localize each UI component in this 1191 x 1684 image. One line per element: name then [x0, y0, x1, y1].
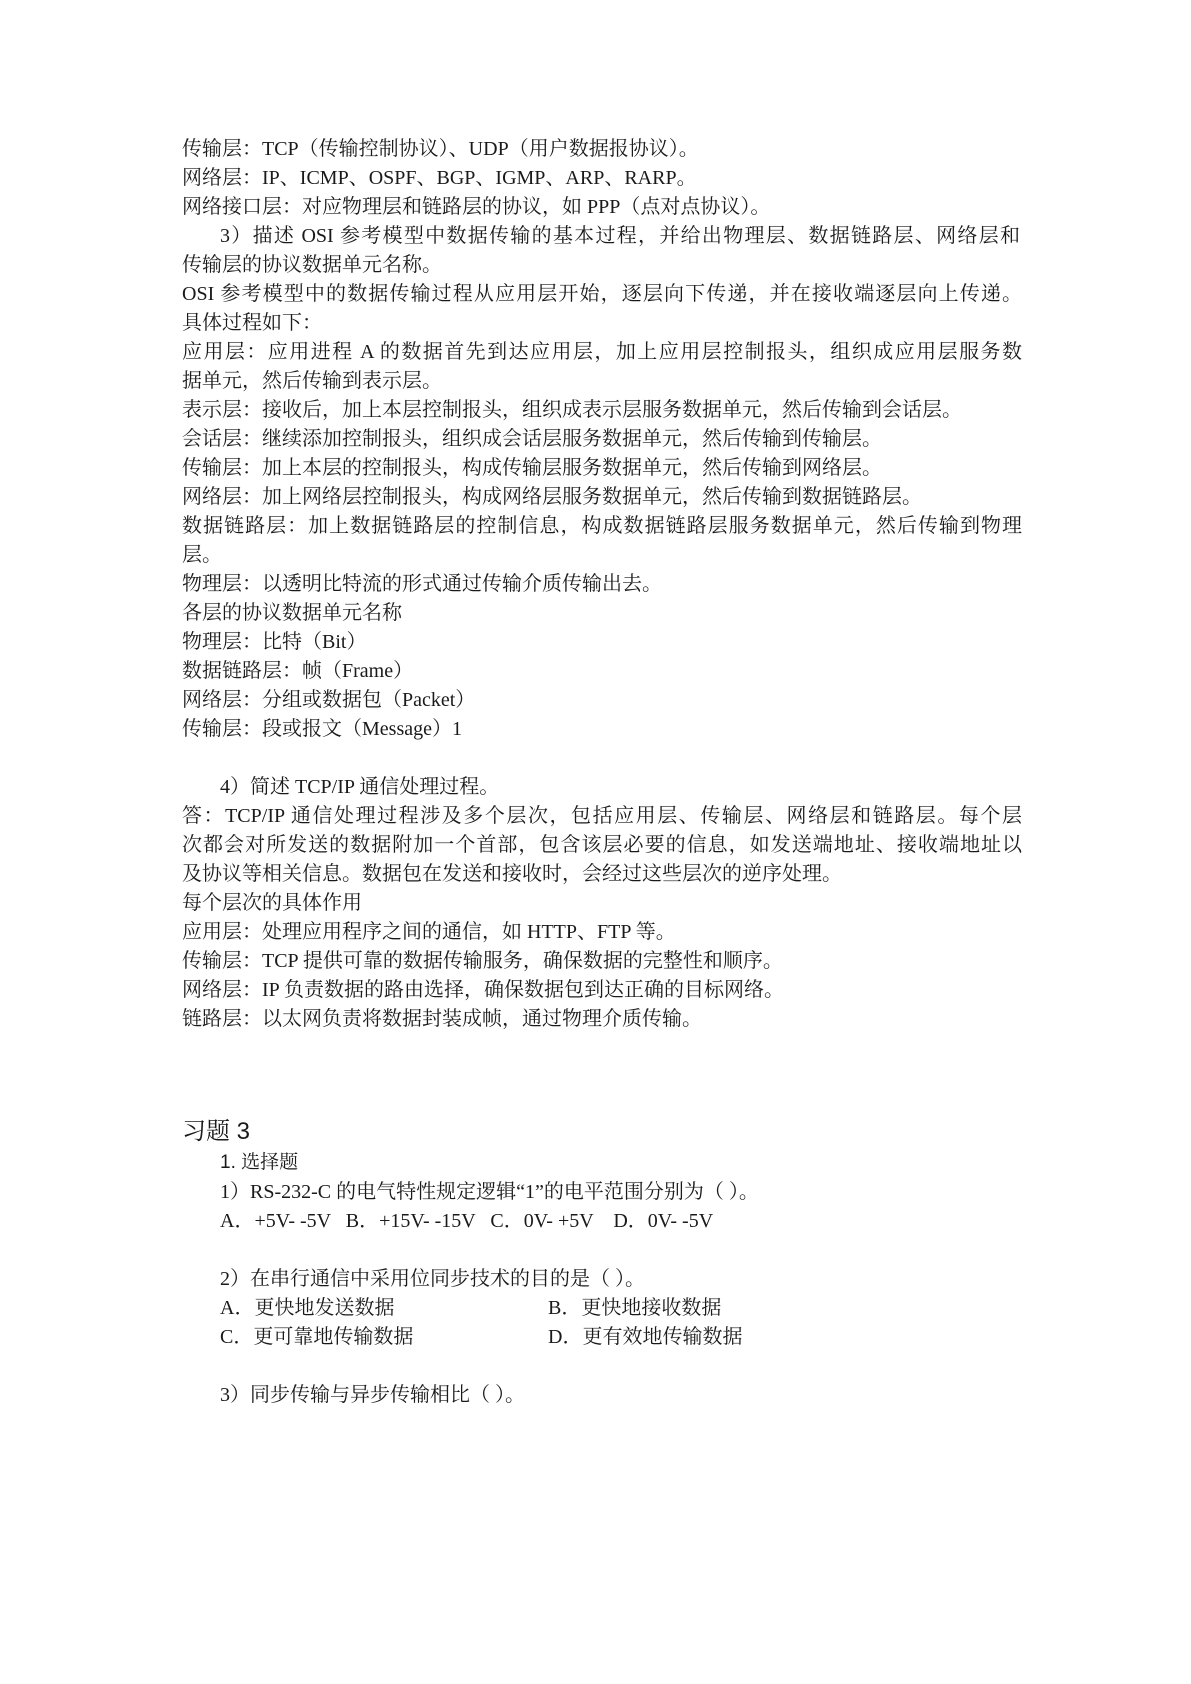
text-line: 链路层：以太网负责将数据封装成帧，通过物理介质传输。 [182, 1008, 702, 1030]
text-line: 每个层次的具体作用 [182, 892, 362, 914]
question-3-prompt: 3）描述 OSI 参考模型中数据传输的基本过程，并给出物理层、数据链路层、网络层和 [220, 225, 1020, 247]
text-line: 答：TCP/IP 通信处理过程涉及多个层次，包括应用层、传输层、网络层和链路层。每个层 [182, 805, 1022, 827]
text-line: 应用层：处理应用程序之间的通信，如 HTTP、FTP 等。 [182, 921, 676, 943]
question-2-option-d: D．更有效地传输数据 [548, 1326, 743, 1348]
text-line: OSI 参考模型中的数据传输过程从应用层开始，逐层向下传递，并在接收端逐层向上传递。 [182, 283, 1022, 305]
text-line: 表示层：接收后，加上本层控制报头，组织成表示层服务数据单元，然后传输到会话层。 [182, 399, 962, 421]
text-line: 传输层：加上本层的控制报头，构成传输层服务数据单元，然后传输到网络层。 [182, 457, 882, 479]
question-4-prompt: 4）简述 TCP/IP 通信处理过程。 [220, 776, 500, 798]
question-2-option-b: B．更快地接收数据 [548, 1297, 722, 1319]
text-line: 具体过程如下： [182, 312, 322, 334]
text-line: 网络层：IP、ICMP、OSPF、BGP、IGMP、ARP、RARP。 [182, 167, 697, 189]
text-line: 网络层：加上网络层控制报头，构成网络层服务数据单元，然后传输到数据链路层。 [182, 486, 922, 508]
text-line: 层。 [182, 544, 222, 566]
question-2-option-c: C．更可靠地传输数据 [220, 1326, 414, 1348]
text-line: 物理层：以透明比特流的形式通过传输介质传输出去。 [182, 573, 662, 595]
section-title: 1. 选择题 [220, 1152, 299, 1173]
question-2: 2）在串行通信中采用位同步技术的目的是（ ）。 [220, 1268, 645, 1290]
text-line: 数据链路层：加上数据链路层的控制信息，构成数据链路层服务数据单元，然后传输到物理 [182, 515, 1022, 537]
exercise-heading: 习题 3 [182, 1118, 251, 1145]
text-line: 网络接口层：对应物理层和链路层的协议，如 PPP（点对点协议）。 [182, 196, 771, 218]
text-line: 物理层：比特（Bit） [182, 631, 367, 653]
text-line: 各层的协议数据单元名称 [182, 602, 402, 624]
question-1: 1）RS-232-C 的电气特性规定逻辑“1”的电平范围分别为（ ）。 [220, 1181, 759, 1203]
text-line: 网络层：IP 负责数据的路由选择，确保数据包到达正确的目标网络。 [182, 979, 785, 1001]
text-line: 数据链路层：帧（Frame） [182, 660, 414, 682]
question-1-options: A．+5V- -5V B．+15V- -15V C．0V- +5V D．0V- -5V [220, 1210, 714, 1232]
question-2-option-a: A．更快地发送数据 [220, 1297, 395, 1319]
text-line: 及协议等相关信息。数据包在发送和接收时，会经过这些层次的逆序处理。 [182, 863, 842, 885]
text-line: 应用层：应用进程 A 的数据首先到达应用层，加上应用层控制报头，组织成应用层服务数 [182, 341, 1022, 363]
text-line: 网络层：分组或数据包（Packet） [182, 689, 476, 711]
text-line: 会话层：继续添加控制报头，组织成会话层服务数据单元，然后传输到传输层。 [182, 428, 882, 450]
text-line: 传输层：TCP 提供可靠的数据传输服务，确保数据的完整性和顺序。 [182, 950, 783, 972]
text-line: 传输层：TCP（传输控制协议）、UDP（用户数据报协议）。 [182, 138, 699, 160]
text-line: 据单元，然后传输到表示层。 [182, 370, 442, 392]
text-line: 传输层：段或报文（Message）1 [182, 718, 462, 740]
question-3: 3）同步传输与异步传输相比（ ）。 [220, 1384, 525, 1406]
text-line: 传输层的协议数据单元名称。 [182, 254, 442, 276]
text-line: 次都会对所发送的数据附加一个首部，包含该层必要的信息，如发送端地址、接收端地址以 [182, 834, 1022, 856]
